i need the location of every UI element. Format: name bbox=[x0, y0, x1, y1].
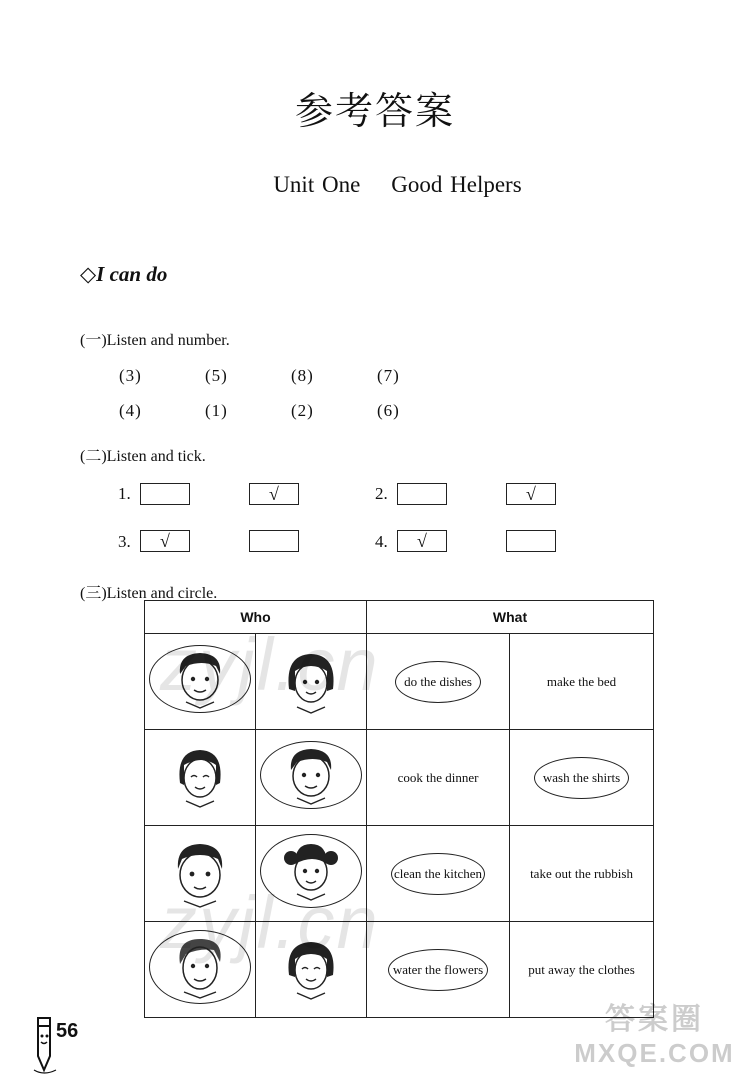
corner-logo bbox=[567, 994, 742, 1069]
tick-box bbox=[249, 530, 299, 552]
answer-number: (1) bbox=[205, 401, 228, 420]
answer-number: (5) bbox=[205, 366, 228, 385]
page-number: 56 bbox=[56, 1020, 79, 1042]
circled-activity: water the flowers bbox=[388, 949, 488, 991]
who-cell bbox=[145, 730, 256, 826]
table-row bbox=[145, 730, 654, 826]
circle-mark bbox=[260, 741, 362, 809]
what-header: What bbox=[367, 601, 654, 634]
answer-number: (2) bbox=[291, 401, 314, 420]
answer-number: (4) bbox=[119, 401, 142, 420]
tick-item-number: 4. bbox=[375, 532, 388, 551]
circled-activity: do the dishes bbox=[395, 661, 481, 703]
page-title: 参考答案 bbox=[294, 89, 455, 133]
watermark: zyjl.cn bbox=[160, 881, 380, 964]
what-cell: cook the dinner bbox=[367, 730, 510, 826]
unit-title: Unit One Good Helpers bbox=[273, 172, 522, 197]
corner-logo-line1: 答案圈 bbox=[605, 1003, 704, 1036]
part2-label: (二)Listen and tick. bbox=[80, 448, 206, 465]
what-cell bbox=[367, 826, 510, 922]
tick-box bbox=[506, 530, 556, 552]
what-cell: put away the clothes bbox=[510, 922, 654, 1018]
answer-number: (8) bbox=[291, 366, 314, 385]
tick-item-number: 3. bbox=[118, 532, 131, 551]
circled-activity: wash the shirts bbox=[534, 757, 629, 799]
what-cell: take out the rubbish bbox=[510, 826, 654, 922]
what-cell bbox=[367, 922, 510, 1018]
tick-item-number: 2. bbox=[375, 484, 388, 503]
answer-number: (7) bbox=[377, 366, 400, 385]
what-cell: make the bed bbox=[510, 634, 654, 730]
tick-box bbox=[397, 483, 447, 505]
answer-number: (3) bbox=[119, 366, 142, 385]
circled-activity: clean the kitchen bbox=[391, 853, 485, 895]
tick-box: √ bbox=[249, 483, 299, 505]
what-cell bbox=[510, 730, 654, 826]
part3-label: (三)Listen and circle. bbox=[80, 585, 218, 602]
who-cell bbox=[256, 730, 367, 826]
section-heading-text: I can do bbox=[96, 262, 168, 286]
tick-item-number: 1. bbox=[118, 484, 131, 503]
tick-box: √ bbox=[140, 530, 190, 552]
part1-label: (一)Listen and number. bbox=[80, 332, 230, 349]
tick-box: √ bbox=[397, 530, 447, 552]
woman-face-icon bbox=[172, 745, 228, 811]
watermark: zyjl.cn bbox=[160, 623, 380, 706]
boy-face-icon bbox=[283, 744, 339, 806]
tick-box: √ bbox=[506, 483, 556, 505]
corner-logo-line2: MXQE.COM bbox=[574, 1038, 735, 1068]
tick-box bbox=[140, 483, 190, 505]
diamond-icon: ◇ bbox=[80, 262, 97, 286]
answer-number: (6) bbox=[377, 401, 400, 420]
what-cell bbox=[367, 634, 510, 730]
section-heading bbox=[80, 262, 167, 287]
who-header: Who bbox=[145, 601, 367, 634]
